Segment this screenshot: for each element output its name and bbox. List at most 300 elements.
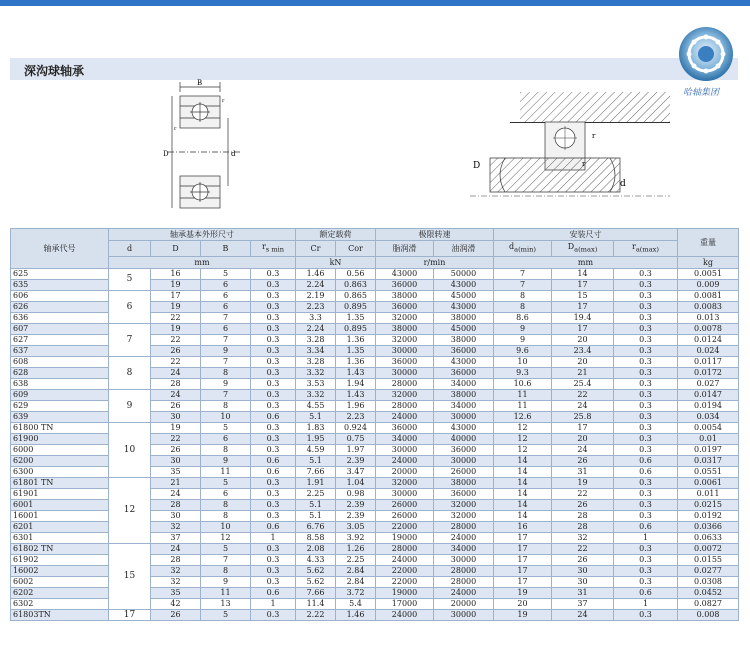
label-r1: r: [222, 98, 225, 104]
table-body: [11, 268, 739, 620]
cell-B: 11: [201, 587, 251, 598]
cell-Da: 24: [552, 444, 614, 455]
cell-da: 17: [494, 532, 552, 543]
cell-Cr: 3.32: [296, 389, 336, 400]
label-Da: D: [473, 161, 481, 171]
cell-ra: 0.3: [614, 323, 678, 334]
cell-oil-speed: 32000: [434, 510, 494, 521]
cell-Cr: 5.62: [296, 565, 336, 576]
cell-Cr: 4.55: [296, 400, 336, 411]
cell-D: 19: [151, 279, 201, 290]
label-ra: r: [592, 132, 596, 140]
unit-rmin: r/min: [376, 256, 494, 268]
cell-weight: 0.027: [678, 378, 739, 389]
cell-ra: 0.6: [614, 587, 678, 598]
table-row: [11, 609, 739, 620]
cell-d: 15: [109, 543, 151, 609]
cell-model: 6201: [11, 521, 109, 532]
cell-da: 12: [494, 422, 552, 433]
cell-grease-speed: 17000: [376, 598, 434, 609]
cell-oil-speed: 26000: [434, 466, 494, 477]
cell-weight: 0.0308: [678, 576, 739, 587]
cell-da: 14: [494, 499, 552, 510]
cell-weight: 0.008: [678, 609, 739, 620]
cell-B: 8: [201, 565, 251, 576]
cell-ra: 0.3: [614, 433, 678, 444]
col-da: $d_{a(min)}$: [494, 241, 552, 257]
cell-D: 30: [151, 510, 201, 521]
cell-weight: 0.0155: [678, 554, 739, 565]
cell-D: 26: [151, 345, 201, 356]
cell-weight: 0.009: [678, 279, 739, 290]
cell-ra: 1: [614, 532, 678, 543]
cell-da: 8: [494, 290, 552, 301]
cell-Cor: 1.04: [336, 477, 376, 488]
cell-rs: 0.3: [251, 444, 296, 455]
cell-model: 635: [11, 279, 109, 290]
col-d: d: [109, 241, 151, 257]
cell-ra: 0.3: [614, 422, 678, 433]
cell-d: 7: [109, 323, 151, 356]
cell-weight: 0.0551: [678, 466, 739, 477]
cell-Cor: 0.895: [336, 323, 376, 334]
cell-D: 22: [151, 356, 201, 367]
cell-grease-speed: 19000: [376, 587, 434, 598]
cell-Da: 17: [552, 422, 614, 433]
cell-Da: 24: [552, 400, 614, 411]
cell-da: 8.6: [494, 312, 552, 323]
cell-d: 12: [109, 477, 151, 543]
cell-oil-speed: 43000: [434, 356, 494, 367]
cell-da: 11: [494, 389, 552, 400]
cell-Cr: 8.58: [296, 532, 336, 543]
cell-rs: 0.3: [251, 477, 296, 488]
cell-D: 19: [151, 422, 201, 433]
cell-oil-speed: 36000: [434, 444, 494, 455]
cell-ra: 0.3: [614, 367, 678, 378]
cell-Da: 23.4: [552, 345, 614, 356]
cell-model: 6001: [11, 499, 109, 510]
cell-D: 22: [151, 312, 201, 323]
cell-B: 8: [201, 444, 251, 455]
col-Cor: Cor: [336, 241, 376, 257]
cell-Cr: 4.59: [296, 444, 336, 455]
cell-oil-speed: 28000: [434, 521, 494, 532]
col-group-speed: 极限转速: [376, 229, 494, 241]
cell-ra: 0.3: [614, 576, 678, 587]
cell-D: 30: [151, 455, 201, 466]
cell-D: 26: [151, 444, 201, 455]
cell-grease-speed: 43000: [376, 268, 434, 279]
cell-oil-speed: 28000: [434, 576, 494, 587]
cell-oil-speed: 30000: [434, 411, 494, 422]
cell-model: 639: [11, 411, 109, 422]
cell-model: 16001: [11, 510, 109, 521]
cell-B: 7: [201, 312, 251, 323]
mounting-diagram: [470, 92, 670, 202]
cell-weight: 0.0633: [678, 532, 739, 543]
cell-Cor: 2.39: [336, 499, 376, 510]
header-row-1: [11, 229, 739, 241]
cell-ra: 0.3: [614, 411, 678, 422]
cell-da: 17: [494, 576, 552, 587]
cell-da: 12: [494, 444, 552, 455]
cell-grease-speed: 32000: [376, 477, 434, 488]
cell-rs: 0.3: [251, 356, 296, 367]
col-grease: 脂润滑: [376, 241, 434, 257]
cell-Cr: 2.24: [296, 323, 336, 334]
cell-da: 7: [494, 279, 552, 290]
cell-weight: 0.013: [678, 312, 739, 323]
cell-model: 6202: [11, 587, 109, 598]
cell-rs: 1: [251, 532, 296, 543]
cell-Cr: 11.4: [296, 598, 336, 609]
cell-ra: 0.3: [614, 345, 678, 356]
cell-D: 28: [151, 554, 201, 565]
cell-Cor: 1.94: [336, 378, 376, 389]
cell-da: 10.6: [494, 378, 552, 389]
cell-model: 637: [11, 345, 109, 356]
cell-D: 26: [151, 400, 201, 411]
cell-rs: 0.3: [251, 334, 296, 345]
cell-weight: 0.0051: [678, 268, 739, 279]
cell-Cor: 0.863: [336, 279, 376, 290]
cell-weight: 0.0083: [678, 301, 739, 312]
cell-ra: 0.3: [614, 378, 678, 389]
cell-Cr: 2.24: [296, 279, 336, 290]
cell-weight: 0.0081: [678, 290, 739, 301]
col-rs: $r_{s min}$: [251, 241, 296, 257]
cell-Da: 25.4: [552, 378, 614, 389]
cell-rs: 0.3: [251, 543, 296, 554]
cell-grease-speed: 30000: [376, 345, 434, 356]
cell-Cor: 3.92: [336, 532, 376, 543]
table-row: [11, 477, 739, 488]
cell-da: 17: [494, 565, 552, 576]
cell-weight: 0.0078: [678, 323, 739, 334]
cell-Cr: 1.91: [296, 477, 336, 488]
cell-D: 30: [151, 411, 201, 422]
cell-rs: 0.3: [251, 565, 296, 576]
cell-oil-speed: 30000: [434, 554, 494, 565]
cell-model: 6301: [11, 532, 109, 543]
cell-Da: 15: [552, 290, 614, 301]
label-r1b: r: [174, 126, 177, 132]
cell-weight: 0.0366: [678, 521, 739, 532]
cell-Da: 22: [552, 543, 614, 554]
bearing-cross-section-diagram: [150, 78, 260, 218]
cell-grease-speed: 36000: [376, 356, 434, 367]
cell-grease-speed: 19000: [376, 532, 434, 543]
cell-Cor: 1.36: [336, 356, 376, 367]
cell-grease-speed: 38000: [376, 323, 434, 334]
unit-mm: mm: [109, 256, 296, 268]
cell-D: 35: [151, 587, 201, 598]
cell-oil-speed: 38000: [434, 477, 494, 488]
header-row-units: [11, 256, 739, 268]
label-da: d: [620, 179, 626, 189]
cell-Da: 31: [552, 587, 614, 598]
cell-Cr: 3.34: [296, 345, 336, 356]
cell-da: 17: [494, 543, 552, 554]
col-B: B: [201, 241, 251, 257]
cell-model: 16002: [11, 565, 109, 576]
cell-grease-speed: 34000: [376, 433, 434, 444]
cell-Cor: 2.84: [336, 565, 376, 576]
cell-ra: 0.3: [614, 279, 678, 290]
cell-oil-speed: 32000: [434, 499, 494, 510]
cell-rs: 0.3: [251, 378, 296, 389]
cell-B: 8: [201, 367, 251, 378]
cell-D: 16: [151, 268, 201, 279]
cell-grease-speed: 24000: [376, 455, 434, 466]
cell-rs: 0.6: [251, 466, 296, 477]
cell-D: 22: [151, 433, 201, 444]
cell-oil-speed: 45000: [434, 290, 494, 301]
brand-logo: [672, 24, 740, 94]
cell-B: 6: [201, 279, 251, 290]
cell-weight: 0.01: [678, 433, 739, 444]
cell-model: 61803TN: [11, 609, 109, 620]
cell-Da: 26: [552, 499, 614, 510]
cell-da: 8: [494, 301, 552, 312]
cell-rs: 0.3: [251, 554, 296, 565]
cell-da: 19: [494, 587, 552, 598]
cell-B: 8: [201, 510, 251, 521]
table-row: [11, 268, 739, 279]
cell-da: 12: [494, 433, 552, 444]
cell-oil-speed: 34000: [434, 378, 494, 389]
cell-Cr: 2.23: [296, 301, 336, 312]
cell-ra: 0.3: [614, 554, 678, 565]
cell-weight: 0.0117: [678, 356, 739, 367]
cell-ra: 0.3: [614, 565, 678, 576]
cell-model: 607: [11, 323, 109, 334]
cell-grease-speed: 32000: [376, 389, 434, 400]
cell-Cr: 2.25: [296, 488, 336, 499]
cell-Da: 19.4: [552, 312, 614, 323]
cell-Cr: 2.19: [296, 290, 336, 301]
cell-grease-speed: 28000: [376, 400, 434, 411]
cell-rs: 0.3: [251, 345, 296, 356]
cell-weight: 0.0194: [678, 400, 739, 411]
cell-Da: 28: [552, 521, 614, 532]
cell-D: 19: [151, 323, 201, 334]
brand-name: 哈轴集团: [683, 88, 720, 98]
cell-B: 13: [201, 598, 251, 609]
cell-Da: 30: [552, 576, 614, 587]
cell-Cor: 1.97: [336, 444, 376, 455]
cell-rs: 0.3: [251, 488, 296, 499]
cell-oil-speed: 50000: [434, 268, 494, 279]
cell-ra: 0.6: [614, 455, 678, 466]
cell-oil-speed: 45000: [434, 323, 494, 334]
cell-weight: 0.011: [678, 488, 739, 499]
cell-D: 22: [151, 334, 201, 345]
cell-da: 14: [494, 466, 552, 477]
cell-da: 10: [494, 356, 552, 367]
cell-weight: 0.0072: [678, 543, 739, 554]
cell-Cr: 2.22: [296, 609, 336, 620]
cell-model: 609: [11, 389, 109, 400]
cell-rs: 0.3: [251, 389, 296, 400]
cell-grease-speed: 26000: [376, 499, 434, 510]
col-Da: $D_{a(max)}$: [552, 241, 614, 257]
cell-grease-speed: 28000: [376, 543, 434, 554]
cell-grease-speed: 30000: [376, 444, 434, 455]
cell-Cr: 5.1: [296, 455, 336, 466]
cell-weight: 0.0124: [678, 334, 739, 345]
cell-D: 32: [151, 521, 201, 532]
cell-grease-speed: 32000: [376, 312, 434, 323]
cell-ra: 0.3: [614, 609, 678, 620]
cell-model: 6000: [11, 444, 109, 455]
cell-rs: 0.3: [251, 279, 296, 290]
cell-D: 32: [151, 565, 201, 576]
table-row: [11, 323, 739, 334]
cell-weight: 0.0172: [678, 367, 739, 378]
cell-Cor: 3.47: [336, 466, 376, 477]
cell-Da: 17: [552, 323, 614, 334]
cell-B: 8: [201, 400, 251, 411]
cell-B: 6: [201, 488, 251, 499]
page-title: 深沟球轴承: [24, 64, 85, 78]
cell-Da: 31: [552, 466, 614, 477]
cell-weight: 0.034: [678, 411, 739, 422]
cell-Cr: 2.08: [296, 543, 336, 554]
cell-weight: 0.0197: [678, 444, 739, 455]
label-B: B: [197, 79, 203, 87]
cell-oil-speed: 40000: [434, 433, 494, 444]
cell-rs: 0.3: [251, 609, 296, 620]
cell-oil-speed: 24000: [434, 587, 494, 598]
cell-weight: 0.0277: [678, 565, 739, 576]
cell-model: 6302: [11, 598, 109, 609]
cell-B: 9: [201, 345, 251, 356]
cell-ra: 0.3: [614, 301, 678, 312]
cell-rs: 0.6: [251, 521, 296, 532]
col-group-load: 额定载荷: [296, 229, 376, 241]
cell-d: 10: [109, 422, 151, 477]
cell-weight: 0.0452: [678, 587, 739, 598]
cell-ra: 0.3: [614, 488, 678, 499]
cell-rs: 0.3: [251, 312, 296, 323]
cell-Cr: 3.28: [296, 334, 336, 345]
cell-grease-speed: 20000: [376, 466, 434, 477]
unit-kg: kg: [678, 256, 739, 268]
cell-grease-speed: 30000: [376, 367, 434, 378]
cell-B: 7: [201, 389, 251, 400]
col-oil: 油润滑: [434, 241, 494, 257]
cell-grease-speed: 38000: [376, 290, 434, 301]
col-group-dims: 轴承基本外形尺寸: [109, 229, 296, 241]
cell-oil-speed: 38000: [434, 334, 494, 345]
top-accent-bar: [0, 0, 750, 6]
cell-da: 14: [494, 488, 552, 499]
cell-Da: 20: [552, 433, 614, 444]
cell-rs: 0.6: [251, 587, 296, 598]
unit-kN: kN: [296, 256, 376, 268]
cell-Da: 20: [552, 356, 614, 367]
cell-model: 61901: [11, 488, 109, 499]
cell-Cr: 3.53: [296, 378, 336, 389]
cell-ra: 0.3: [614, 477, 678, 488]
cell-Da: 26: [552, 554, 614, 565]
cell-Da: 22: [552, 488, 614, 499]
cell-grease-speed: 32000: [376, 334, 434, 345]
cell-oil-speed: 34000: [434, 543, 494, 554]
cell-B: 5: [201, 268, 251, 279]
cell-rs: 0.6: [251, 411, 296, 422]
cell-B: 10: [201, 411, 251, 422]
cell-Cor: 2.39: [336, 510, 376, 521]
cell-D: 24: [151, 389, 201, 400]
cell-Da: 32: [552, 532, 614, 543]
cell-D: 28: [151, 499, 201, 510]
cell-da: 19: [494, 609, 552, 620]
cell-model: 61801 TN: [11, 477, 109, 488]
cell-ra: 0.6: [614, 521, 678, 532]
cell-Cr: 5.1: [296, 510, 336, 521]
cell-Cor: 2.23: [336, 411, 376, 422]
cell-Cr: 3.28: [296, 356, 336, 367]
cell-d: 9: [109, 389, 151, 422]
table-row: [11, 290, 739, 301]
cell-grease-speed: 24000: [376, 609, 434, 620]
cell-B: 9: [201, 378, 251, 389]
col-group-install: 安装尺寸: [494, 229, 678, 241]
cell-grease-speed: 22000: [376, 576, 434, 587]
cell-Cor: 0.56: [336, 268, 376, 279]
cell-Cor: 0.75: [336, 433, 376, 444]
cell-D: 28: [151, 378, 201, 389]
cell-model: 627: [11, 334, 109, 345]
cell-da: 12.6: [494, 411, 552, 422]
cell-B: 8: [201, 499, 251, 510]
cell-D: 17: [151, 290, 201, 301]
cell-Cor: 1.35: [336, 312, 376, 323]
cell-weight: 0.0215: [678, 499, 739, 510]
cell-B: 5: [201, 609, 251, 620]
cell-Cor: 0.98: [336, 488, 376, 499]
cell-Cor: 1.96: [336, 400, 376, 411]
cell-D: 37: [151, 532, 201, 543]
col-D: D: [151, 241, 201, 257]
cell-D: 26: [151, 609, 201, 620]
cell-model: 61802 TN: [11, 543, 109, 554]
cell-weight: 0.0061: [678, 477, 739, 488]
cell-oil-speed: 43000: [434, 279, 494, 290]
cell-d: 5: [109, 268, 151, 290]
cell-rs: 0.3: [251, 290, 296, 301]
cell-da: 14: [494, 477, 552, 488]
cell-oil-speed: 43000: [434, 422, 494, 433]
cell-rs: 0.3: [251, 422, 296, 433]
cell-model: 61902: [11, 554, 109, 565]
cell-d: 6: [109, 290, 151, 323]
cell-B: 6: [201, 433, 251, 444]
cell-Da: 20: [552, 334, 614, 345]
cell-rs: 1: [251, 598, 296, 609]
cell-D: 21: [151, 477, 201, 488]
cell-Cr: 3.32: [296, 367, 336, 378]
cell-D: 42: [151, 598, 201, 609]
cell-model: 6002: [11, 576, 109, 587]
cell-rs: 0.3: [251, 499, 296, 510]
cell-Cor: 1.43: [336, 367, 376, 378]
cell-da: 7: [494, 268, 552, 279]
cell-rs: 0.6: [251, 455, 296, 466]
